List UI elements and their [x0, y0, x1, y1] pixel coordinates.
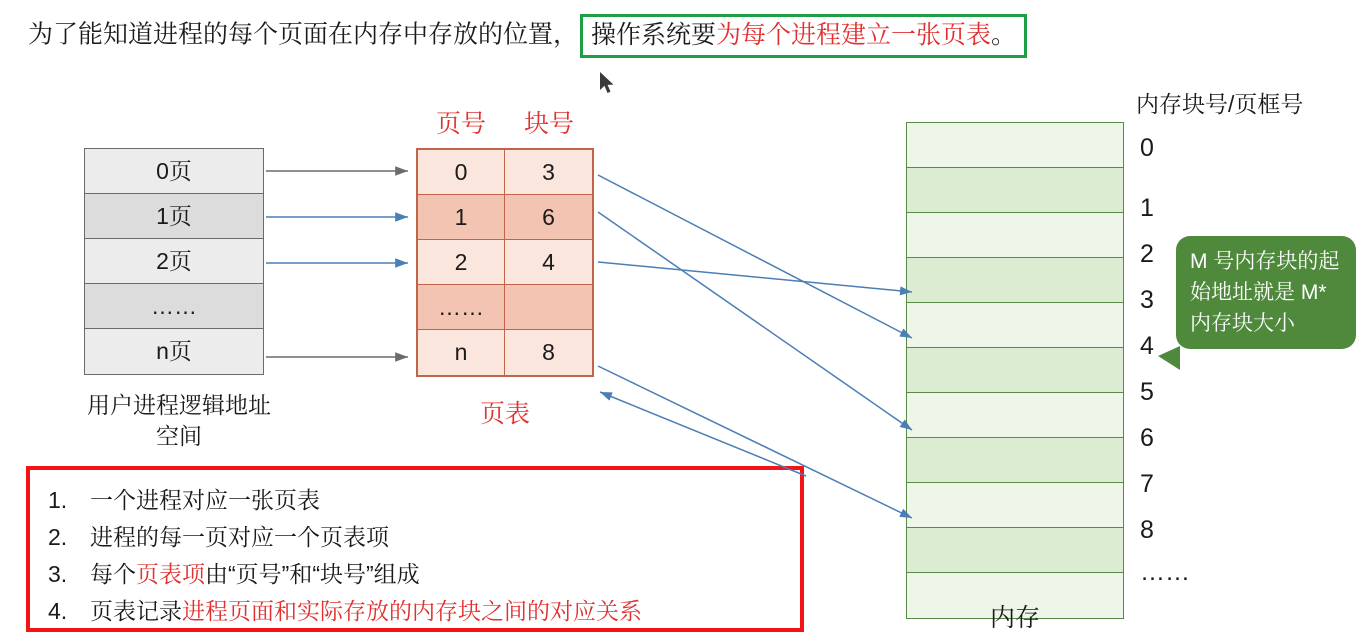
list-item: 1页 [85, 194, 263, 239]
list-item [48, 593, 790, 630]
memory-block-label: 2 [1140, 240, 1154, 268]
table-cell-block-number [505, 285, 592, 330]
table-row [418, 330, 592, 375]
memory-block [907, 123, 1123, 168]
memory-block [907, 483, 1123, 528]
table-cell-page-number: 2 [418, 240, 505, 285]
table-cell-block-number: 8 [505, 330, 592, 375]
memory-block-label: 6 [1140, 424, 1154, 452]
memory-block-label: …… [1140, 558, 1190, 586]
headline-boxed-suffix: 。 [991, 21, 1017, 49]
memory-block-label: 1 [1140, 194, 1154, 222]
note-text-tail: 由“页号”和“块号”组成 [205, 561, 420, 587]
memory-block [907, 348, 1123, 393]
note-text: 页表记录 [90, 598, 182, 624]
table-row [418, 285, 592, 330]
memory-block [907, 528, 1123, 573]
table-cell-block-number: 3 [505, 150, 592, 195]
memory-block [907, 213, 1123, 258]
table-cell-page-number: 1 [418, 195, 505, 240]
table-row [418, 195, 592, 240]
note-text: 一个进程对应一张页表 [90, 487, 320, 513]
memory-block [907, 393, 1123, 438]
list-item: n页 [85, 329, 263, 374]
notes-box [26, 466, 804, 632]
table-cell-block-number: 4 [505, 240, 592, 285]
note-text: 每个 [90, 561, 136, 587]
memory-block-label: 7 [1140, 470, 1154, 498]
memory-block-label: 8 [1140, 516, 1154, 544]
page-table-caption: 页表 [479, 400, 530, 428]
table-cell-page-number: …… [418, 285, 505, 330]
list-item: …… [85, 284, 263, 329]
table-row [418, 240, 592, 285]
memory-block [907, 303, 1123, 348]
memory-block-label: 3 [1140, 286, 1154, 314]
page-table-header-page-number: 页号 [435, 110, 486, 138]
list-item [48, 519, 790, 556]
logical-address-space-table [84, 148, 264, 375]
note-number: 4. [48, 598, 68, 624]
mouse-cursor-icon [600, 72, 616, 101]
callout-bubble: M 号内存块的起始地址就是 M*内存块大小 [1176, 236, 1356, 349]
list-item [48, 556, 790, 593]
page-table [416, 148, 594, 377]
headline-highlight-box [580, 14, 1027, 58]
memory-block-label: 5 [1140, 378, 1154, 406]
note-text-red: 页表项 [136, 561, 205, 587]
table-cell-block-number: 6 [505, 195, 592, 240]
memory-block-label: 4 [1140, 332, 1154, 360]
table-cell-page-number: 0 [418, 150, 505, 195]
page-title [28, 14, 1027, 58]
memory-block [907, 168, 1123, 213]
table-row [418, 150, 592, 195]
memory-blocks-column [906, 122, 1124, 619]
memory-block [907, 258, 1123, 303]
note-number: 3. [48, 561, 68, 587]
list-item: 2页 [85, 239, 263, 284]
headline-prefix: 为了能知道进程的每个页面在内存中存放的位置， [28, 20, 579, 49]
page-table-header-block-number: 块号 [523, 110, 574, 138]
note-text-red: 进程页面和实际存放的内存块之间的对应关系 [182, 598, 642, 624]
table-cell-page-number: n [418, 330, 505, 375]
memory-column-header: 内存块号/页框号 [1136, 91, 1304, 117]
memory-block-label: 0 [1140, 134, 1154, 162]
note-text: 进程的每一页对应一个页表项 [90, 524, 389, 550]
headline-boxed-red: 为每个进程建立一张页表 [716, 21, 992, 49]
memory-block [907, 438, 1123, 483]
memory-caption: 内存 [989, 604, 1040, 632]
headline-boxed-prefix: 操作系统要 [591, 21, 717, 49]
callout-tail [1158, 346, 1180, 370]
note-number: 2. [48, 524, 68, 550]
note-number: 1. [48, 487, 68, 513]
list-item: 0页 [85, 149, 263, 194]
logical-address-space-caption: 用户进程逻辑地址空间 [87, 392, 271, 449]
list-item [48, 482, 790, 519]
